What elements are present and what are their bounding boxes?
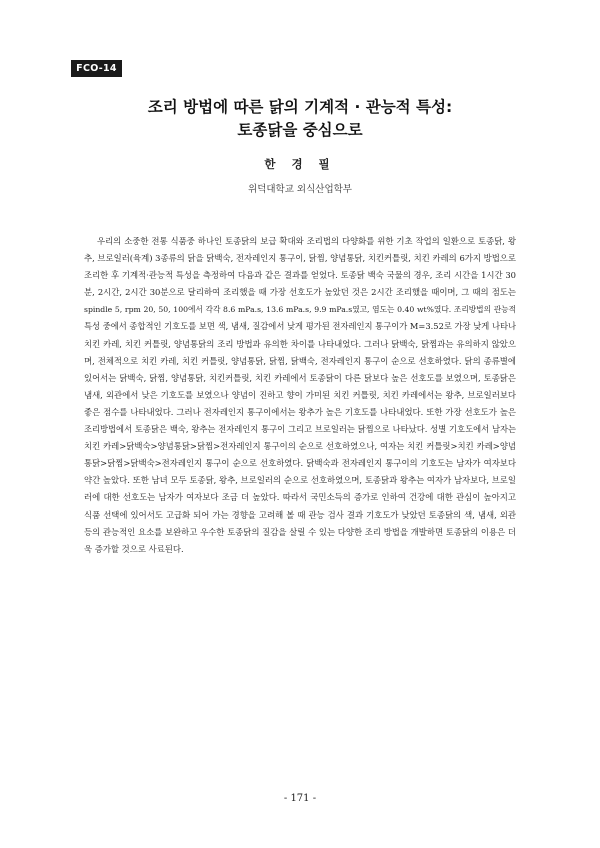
abstract-line: 통닭>닭찜>닭백숙>전자레인지 통구이 순으로 선호하였다. 닭백숙과 전자레인지 통구이의 기호도는 남자가 여자보다 <box>84 458 516 469</box>
abstract-line: 치킨 카레, 치킨 커틀릿, 양념통닭의 조리 방법과 유의한 차이를 나타내었다. 그러나 닭백숙, 닭찜과는 유의하지 않았으 <box>84 338 516 349</box>
abstract-line: 좋은 점수를 나타내었다. 그러나 전자레인지 통구이에서는 왕추가 높은 기호도를 나타내었다. 또한 가장 선호도가 높은 <box>84 406 516 417</box>
abstract-line: 치킨 카레>닭백숙>양념통닭>닭찜>전자레인지 통구이의 순으로 선호하였으나, 여자는 치킨 커틀릿>치킨 카레>양념 <box>84 441 516 452</box>
page-number: - 171 - <box>283 793 317 804</box>
abstract-line: 우리의 소중한 전통 식품중 하나인 토종닭의 보급 확대와 조리법의 다양화를 위한 기초 작업의 일환으로 토종닭, 왕 <box>97 236 516 246</box>
abstract-line: 조리한 후 기계적·관능적 특성을 측정하여 다음과 같은 결과를 얻었다. 토종닭 백숙 국물의 경우, 조리 시간을 1시간 30 <box>84 270 516 281</box>
abstract-line: 며, 전체적으로 치킨 카레, 치킨 커틀릿, 양념통닭, 닭찜, 닭백숙, 전자레인지 통구이 순으로 선호하였다. 닭의 종류별에 <box>84 355 516 366</box>
abstract-line: spindle 5, rpm 20, 50, 100에서 각각 8.6 mPa.s, 13.6 mPa.s, 9.9 mPa.s였고, 염도는 0.40 wt%였다. 조리방법의 관능적 <box>84 305 516 315</box>
abstract-line: 러에 대한 선호도는 남자가 여자보다 조금 더 높았다. 따라서 국민소득의 증가로 인하여 건강에 대한 관심이 높아지고 <box>84 492 516 503</box>
abstract-body <box>84 233 516 558</box>
abstract-line: 분, 2시간, 2시간 30분으로 달리하여 조리했을 때 가장 선호도가 높았던 것은 2시간 조리했을 때이며, 그 때의 점도는 <box>84 287 516 298</box>
abstract-line: 특성 중에서 종합적인 기호도를 보면 색, 냄새, 질감에서 낮게 평가된 전자레인지 통구이가 M=3.52로 가장 낮게 나타나 <box>84 321 516 332</box>
abstract-line: 조리방법에서 토종닭은 백숙, 왕추는 전자레인지 통구이 그리고 브로일러는 닭찜으로 나타났다. 성별 기호도에서 남자는 <box>84 424 516 435</box>
abstract-line: 욱 증가할 것으로 사료된다. <box>84 543 184 554</box>
author-affiliation: 위덕대학교 외식산업학부 <box>248 184 352 195</box>
abstract-line: 약간 높았다. 또한 남녀 모두 토종닭, 왕추, 브로일러의 순으로 선호하였으며, 토종닭과 왕추는 여자가 남자보다, 브로일 <box>84 475 516 486</box>
abstract-line: 등의 관능적인 요소를 보완하고 우수한 토종닭의 질감을 살릴 수 있는 다양한 조리 방법을 개발하면 토종닭의 이용은 더 <box>84 526 516 537</box>
abstract-line: 식품 선택에 있어서도 고급화 되어 가는 경향을 고려해 볼 때 관능 검사 결과 기호도가 낮았던 토종닭의 색, 냄새, 외관 <box>84 509 516 520</box>
abstract-line: 있어서는 닭백숙, 닭찜, 양념통닭, 치킨커틀릿, 치킨 카레에서 토종닭이 다른 닭보다 높은 선호도를 보였으며, 토종닭은 <box>84 372 516 383</box>
session-code-badge: FCO-14 <box>71 60 122 77</box>
author-name: 한 경 필 <box>264 157 336 171</box>
abstract-line: 추, 브로일러(육계) 3종류의 닭을 닭백숙, 전자레인지 통구이, 닭찜, 양념통닭, 치킨커틀릿, 치킨 카레의 6가지 방법으로 <box>84 253 516 264</box>
title-line-1: 조리 방법에 따른 닭의 기계적 · 관능적 특성: <box>147 98 453 116</box>
title-line-2: 토종닭을 중심으로 <box>237 121 363 139</box>
paper-title <box>60 96 540 142</box>
abstract-line: 냄새, 외관에서 낮은 기호도를 보였으나 양념이 진하고 향이 가미된 치킨 커틀릿, 치킨 카레에서는 왕추, 브로일러보다 <box>84 389 516 400</box>
